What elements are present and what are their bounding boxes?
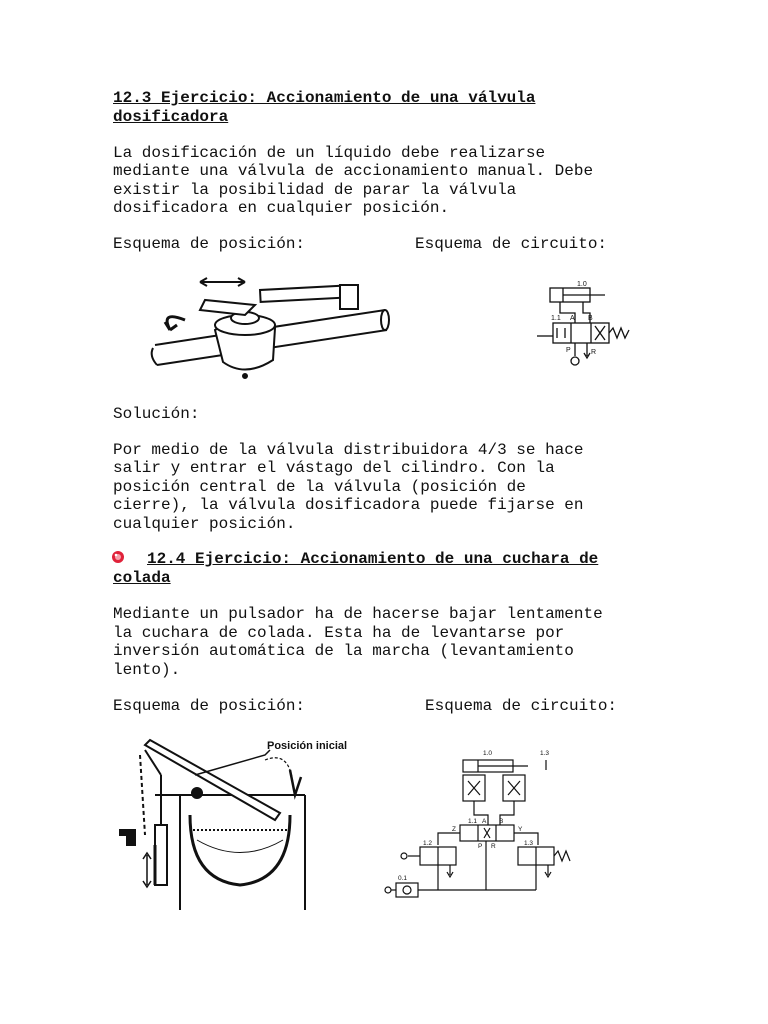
s123-circuit-r-label: R <box>591 349 597 356</box>
s124-position-figure <box>115 735 365 915</box>
solution-line: posición central de la válvula (posición de <box>113 478 526 496</box>
s123-para-line: mediante una válvula de accionamiento manual. Debe <box>113 162 594 180</box>
s123-circuit-b-label: B <box>588 315 593 322</box>
section-12-3-title-line2: dosificadora <box>113 108 229 126</box>
s123-circuit-p-label: P <box>566 347 571 354</box>
s124-cyl-label: 1.0 <box>483 750 493 757</box>
s123-circuit-valve-label: 1.1 <box>551 315 561 322</box>
s124-para-line: inversión automática de la marcha (levantamiento <box>113 642 574 660</box>
red-bullet-icon <box>111 550 125 564</box>
s123-para-line: La dosificación de un líquido debe realizarse <box>113 144 546 162</box>
s124-a-label: A <box>482 818 487 825</box>
s124-v12-label: 1.2 <box>423 840 433 847</box>
s123-para-line: dosificadora en cualquier posición. <box>113 199 450 217</box>
s124-circuit-figure <box>378 745 578 900</box>
s124-z-label: Z <box>452 826 456 833</box>
solution-line: Por medio de la válvula distribuidora 4/3 se hace <box>113 441 584 459</box>
section-12-4-title-line1: 12.4 Ejercicio: Accionamiento de una cuchara de <box>147 550 599 568</box>
s124-para-line: Mediante un pulsador ha de hacerse bajar lentamente <box>113 605 603 623</box>
solution-line: salir y entrar el vástago del cilindro. Con la <box>113 459 555 477</box>
s124-circuit-label: Esquema de circuito: <box>425 697 618 715</box>
s123-circuit-a-label: A <box>570 315 575 322</box>
s123-position-label: Esquema de posición: <box>113 235 306 253</box>
section-12-3-title-line1: 12.3 Ejercicio: Accionamiento de una válvula <box>113 89 536 107</box>
s124-c13-label: 1.3 <box>540 750 550 757</box>
s123-circuit-label: Esquema de circuito: <box>415 235 608 253</box>
solution-line: cualquier posición. <box>113 515 296 533</box>
s124-v11-label: 1.1 <box>468 818 478 825</box>
s124-v13-label: 1.3 <box>524 840 534 847</box>
posicion-inicial-label: Posición inicial <box>267 740 348 752</box>
s124-y-label: Y <box>518 826 523 833</box>
solution-line: cierre), la válvula dosificadora puede fijarse en <box>113 496 584 514</box>
s124-r-label: R <box>491 843 496 850</box>
s123-position-figure <box>145 270 395 382</box>
s124-para-line: lento). <box>113 661 181 679</box>
s123-circuit-cyl-label: 1.0 <box>577 281 587 288</box>
s124-b-label: B <box>499 818 504 825</box>
s124-position-label: Esquema de posición: <box>113 697 306 715</box>
section-12-4-title-line2: colada <box>113 569 171 587</box>
s124-para-line: la cuchara de colada. Esta ha de levantarse por <box>113 624 565 642</box>
solution-label: Solución: <box>113 405 200 423</box>
s124-s01-label: 0.1 <box>398 875 408 882</box>
s123-para-line: existir la posibilidad de parar la válvula <box>113 181 517 199</box>
s124-p-label: P <box>478 843 483 850</box>
s123-circuit-figure <box>535 278 635 373</box>
